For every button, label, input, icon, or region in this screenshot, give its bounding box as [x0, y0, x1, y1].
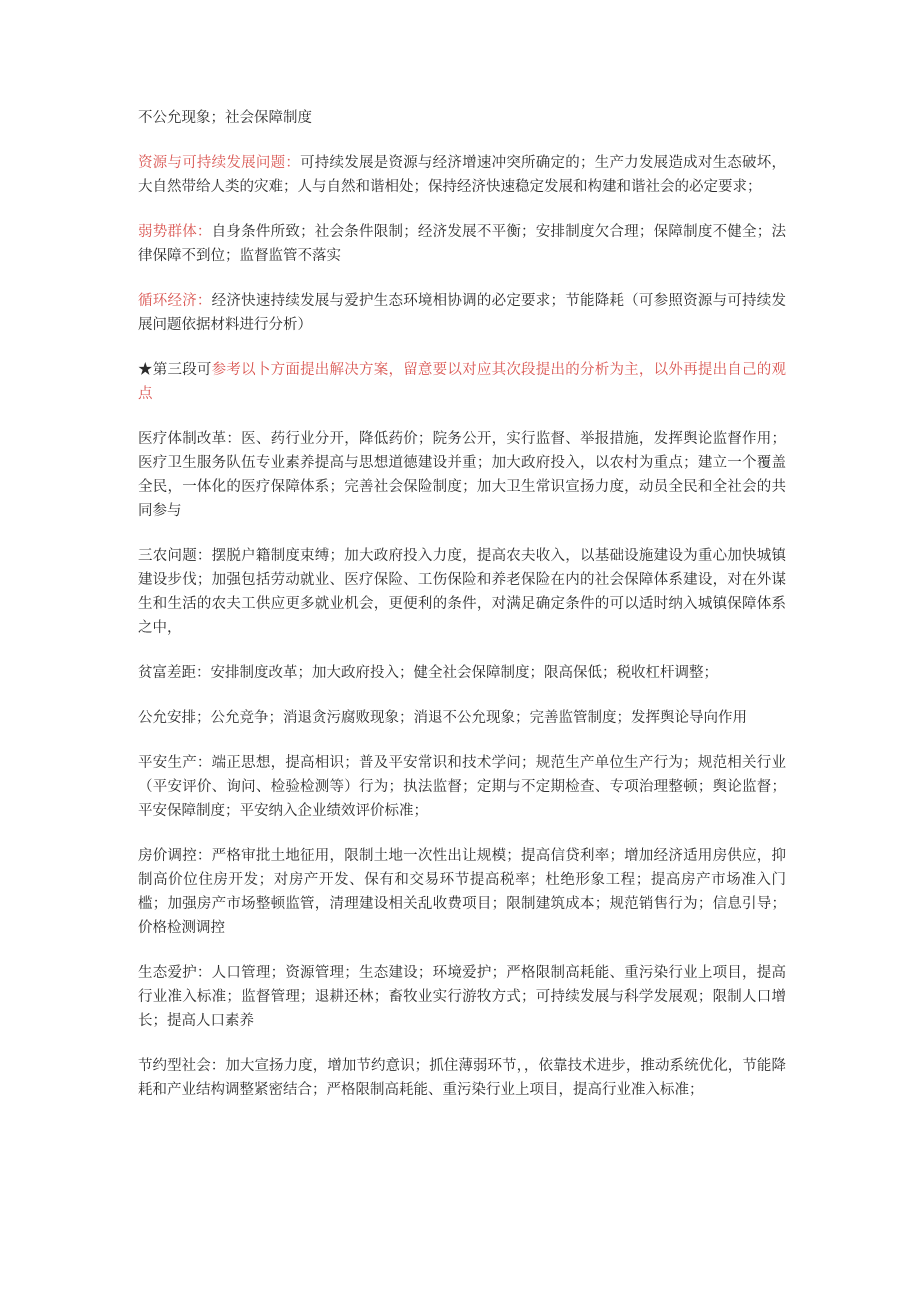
paragraph-text: 公允安排；公允竞争；消退贪污腐败现象；消退不公允现象；完善监管制度；发挥舆论导向作用 — [138, 710, 747, 726]
document-body — [138, 106, 786, 1123]
paragraph-text: 生态爱护：人口管理；资源管理；生态建设；环境爱护；严格限制高耗能、重污染行业上项目，提高行业准入标准；监督管理；退耕还林；畜牧业实行游牧方式；可持续发展与科学发展观；限制人口增长；提高人口素养 — [138, 965, 786, 1029]
paragraph-text: 平安生产：端正思想，提高相识；普及平安常识和技术学问；规范生产单位生产行为；规范相关行业（平安评价、询问、检验检测等）行为；执法监督；定期与不定期检查、专项治理整顿；舆论监督；平安保障制度；平安纳入企业绩效评价标准； — [138, 755, 786, 819]
paragraph-medical-reform — [138, 427, 786, 523]
paragraph-third-section-note — [138, 358, 786, 406]
paragraph-text: 不公允现象；社会保障制度 — [138, 110, 312, 126]
paragraph-text: 房价调控：严格审批土地征用，限制土地一次性出让规模；提高信贷利率；增加经济适用房供应，抑制高价位住房开发；对房产开发、保有和交易环节提高税率；杜绝形象工程；提高房产市场准入门槛；加强房产市场整顿监管，清理建设相关乱收费项目；限制建筑成本；规范销售行为；信息引导；价格检测调控 — [138, 848, 786, 936]
note-text: 参考以卜方面提出解决方案，留意要以对应其次段提出的分析为主，以外再提出自己的观点 — [138, 362, 787, 402]
paragraph-circular-economy — [138, 289, 786, 337]
paragraph-text: 经济快速持续发展与爱护生态环境相协调的必定要求；节能降耗（可参照资源与可持续发展问题依据材料进行分析） — [138, 293, 787, 333]
paragraph-text: 可持续发展是资源与经济增速冲突所确定的；生产力发展造成对生态破坏，大自然带给人类的灾难；人与自然和谐相处；保持经济快速稳定发展和构建和谐社会的必定要求； — [138, 155, 787, 195]
paragraph-text: 医疗体制改革：医、药行业分开，降低药价；院务公开，实行监督、举报措施，发挥舆论监督作用；医疗卫生服务队伍专业素养提高与思想道德建设并重；加大政府投入，以农村为重点；建立一个覆盖全民，一体化的医疗保障体系；完善社会保险制度；加大卫生常识宣扬力度，动员全民和全社会的共同参与 — [138, 431, 786, 519]
paragraph-vulnerable-groups — [138, 220, 786, 268]
paragraph-housing-price — [138, 844, 786, 940]
paragraph-sustainable-development — [138, 151, 786, 199]
paragraph-fairness — [138, 706, 786, 730]
paragraph-text: 三农问题：摆脱户籍制度束缚；加大政府投入力度，提高农夫收入，以基础设施建设为重心加快城镇建设步伐；加强包括劳动就业、医疗保险、工伤保险和养老保险在内的社会保障体系建设，对在外谋生和生活的农夫工供应更多就业机会，更便利的条件，对满足确定条件的可以适时纳入城镇保障体系之中， — [138, 548, 786, 636]
paragraph-heading: 资源与可持续发展问题： — [138, 155, 301, 171]
paragraph-social-security — [138, 106, 786, 130]
star-lead: ★第三段可 — [138, 362, 212, 378]
paragraph-safe-production — [138, 751, 786, 823]
paragraph-wealth-gap — [138, 661, 786, 685]
paragraph-saving-society — [138, 1054, 786, 1102]
paragraph-ecology — [138, 961, 786, 1033]
paragraph-heading: 弱势群体： — [138, 224, 212, 240]
paragraph-text: 自身条件所致；社会条件限制；经济发展不平衡；安排制度欠合理；保障制度不健全；法律保障不到位；监督监管不落实 — [138, 224, 787, 264]
paragraph-text: 节约型社会：加大宣扬力度，增加节约意识；抓住薄弱环节，，依靠技术进步，推动系统优化，节能降耗和产业结构调整紧密结合；严格限制高耗能、重污染行业上项目，提高行业准入标准； — [138, 1058, 786, 1098]
paragraph-three-rural-issues — [138, 544, 786, 640]
paragraph-text: 贫富差距：安排制度改革；加大政府投入；健全社会保障制度；限高保低；税收杠杆调整； — [138, 665, 718, 681]
paragraph-heading: 循环经济： — [138, 293, 212, 309]
